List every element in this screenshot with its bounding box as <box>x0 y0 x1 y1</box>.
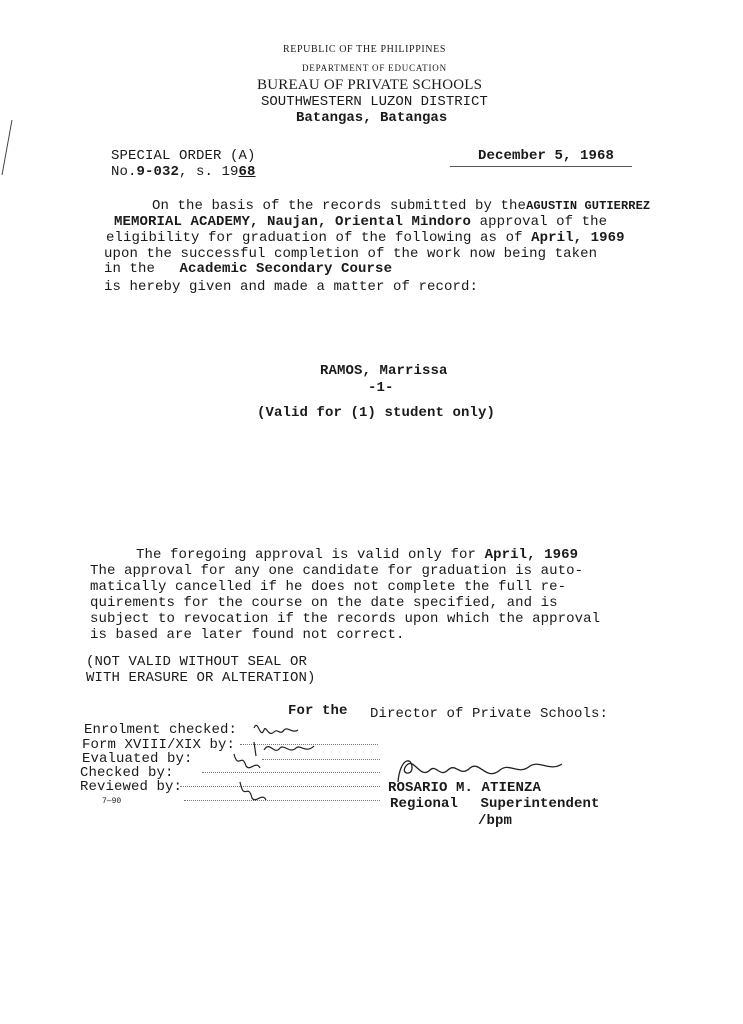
letterhead-republic: REPUBLIC OF THE PHILIPPINES <box>283 44 446 55</box>
graduation-date: April, 1969 <box>531 230 625 246</box>
order-series-year: 68 <box>238 164 256 180</box>
conditions-line-5: subject to revocation if the records upon which the approval <box>90 611 601 627</box>
intro-text: On the basis of the records submitted by the <box>152 198 527 214</box>
director-label: Director of Private Schools: <box>370 706 609 722</box>
special-order-number <box>111 164 256 180</box>
checklist-item: Enrolment checked: <box>84 722 238 738</box>
typist-initials: /bpm <box>478 813 513 829</box>
margin-mark <box>0 120 20 180</box>
order-date: December 5, 1968 <box>478 148 615 164</box>
letterhead-district: SOUTHWESTERN LUZON DISTRICT <box>261 94 488 110</box>
intro-text: eligibility for graduation of the following as of <box>106 230 523 246</box>
notice-line-1: (NOT VALID WITHOUT SEAL OR <box>86 654 308 670</box>
form-code: 7—90 <box>102 797 122 806</box>
conditions-line-4: quirements for the course on the date specified, and is <box>90 595 558 611</box>
notice-line-2: WITH ERASURE OR ALTERATION) <box>86 670 316 686</box>
checklist-item: Form XVIII/XIX by: <box>82 737 236 753</box>
conditions-line-2: The approval for any one candidate for graduation is auto- <box>90 563 584 579</box>
order-series-prefix: , s. 19 <box>179 164 239 180</box>
school-name-a: AGUSTIN GUTIERREZ <box>526 199 651 213</box>
course-name: Academic Secondary Course <box>179 261 393 277</box>
intro-line-5 <box>104 261 392 277</box>
conditions-line-3: matically cancelled if he does not complete the full re- <box>90 579 567 595</box>
letterhead-bureau: BUREAU OF PRIVATE SCHOOLS <box>257 77 483 93</box>
checklist-item: Checked by: <box>80 765 174 781</box>
title-regional: Regional <box>390 796 459 812</box>
superintendent-name: ROSARIO M. ATIENZA <box>388 780 542 796</box>
intro-line-1 <box>152 198 650 214</box>
initials-signature <box>228 750 268 774</box>
validity-note: (Valid for (1) student only) <box>257 405 496 421</box>
conditions-line-6: is based are later found not correct. <box>90 627 405 643</box>
intro-line-3 <box>106 230 625 246</box>
superintendent-title <box>390 796 600 812</box>
intro-text: in the <box>104 261 156 277</box>
intro-text: approval of the <box>479 214 608 230</box>
letterhead-location: Batangas, Batangas <box>296 110 448 126</box>
page-marker: -1- <box>368 380 394 396</box>
letterhead-department: DEPARTMENT OF EDUCATION <box>302 63 447 73</box>
checklist-rule <box>180 786 380 787</box>
title-superintendent: Superintendent <box>480 796 600 812</box>
initials-signature <box>232 778 272 808</box>
intro-line-6: is hereby given and made a matter of record: <box>104 279 479 295</box>
order-number: 9-032 <box>136 164 180 180</box>
checklist-item: Reviewed by: <box>80 779 183 795</box>
school-name-b: MEMORIAL ACADEMY, Naujan, Oriental Mindoro <box>114 214 472 230</box>
conditions-line-1 <box>136 547 578 563</box>
validity-date: April, 1969 <box>484 547 579 563</box>
student-name: RAMOS, Marrissa <box>320 363 448 379</box>
intro-line-2 <box>114 214 607 230</box>
checklist-rule <box>184 800 380 801</box>
order-number-prefix: No. <box>111 164 137 180</box>
conditions-text: The foregoing approval is valid only for <box>136 547 477 563</box>
special-order-title: SPECIAL ORDER (A) <box>111 148 256 164</box>
date-rule <box>450 166 632 167</box>
checklist-item: Evaluated by: <box>82 751 193 767</box>
intro-line-4: upon the successful completion of the work now being taken <box>104 246 598 262</box>
for-label: For the <box>288 703 348 719</box>
